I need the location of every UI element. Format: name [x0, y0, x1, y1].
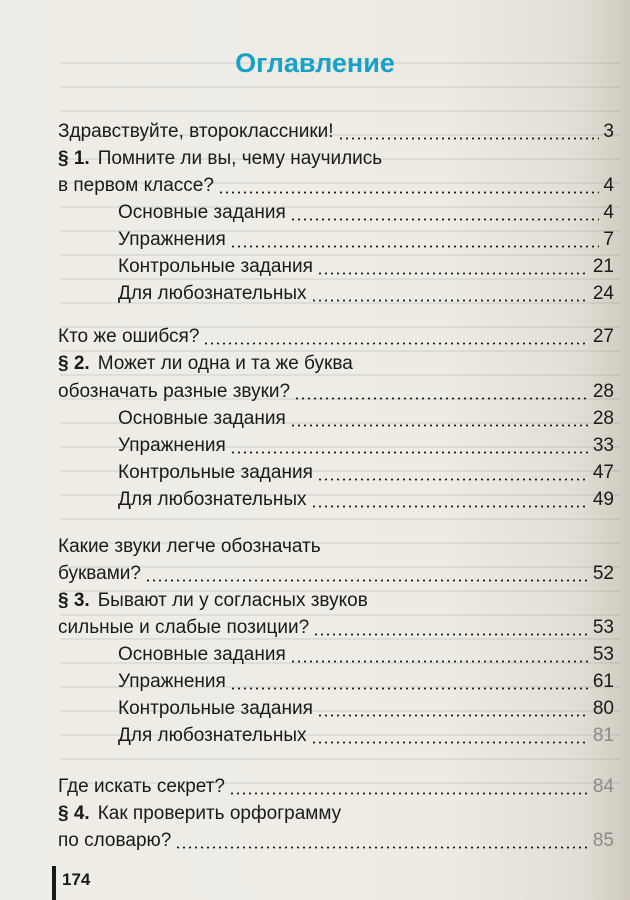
- section-title-cont: обозначать разные звуки?: [58, 381, 291, 402]
- section-number: § 4.: [58, 803, 90, 824]
- toc-entry-text: Здравствуйте, второклассники!: [58, 121, 334, 142]
- dot-leader: [203, 342, 588, 345]
- toc-page-number: 21: [592, 256, 614, 277]
- section-number: § 1.: [58, 148, 90, 169]
- dot-leader: [145, 579, 589, 582]
- toc-page-number: 4: [603, 175, 614, 196]
- section-title-cont: сильные и слабые позиции?: [58, 617, 310, 638]
- toc-subentry: [118, 724, 614, 748]
- toc-subentry: [118, 201, 614, 225]
- toc-subentry: [118, 697, 614, 721]
- toc-entry-text: Кто же ошибся?: [58, 326, 200, 347]
- toc-page-number: 4: [603, 202, 614, 223]
- toc-page-number: 53: [592, 644, 614, 665]
- toc-page-number: 7: [603, 229, 614, 250]
- section-title: Помните ли вы, чему научились: [97, 148, 383, 169]
- section-title: Может ли одна и та же буква: [97, 353, 353, 374]
- toc-page-number: 24: [592, 283, 614, 304]
- dot-leader: [317, 714, 589, 717]
- subentry-text: Основные задания: [118, 408, 286, 429]
- section-title-cont: по словарю?: [58, 830, 172, 851]
- toc-page-number: 53: [592, 617, 614, 638]
- toc-page-number: 85: [592, 830, 614, 851]
- footer-rule: [52, 866, 56, 900]
- subentry-text: Для любознательных: [118, 283, 307, 304]
- toc-page-number: 84: [592, 776, 614, 797]
- toc-entry-intro-3-line1: [58, 535, 614, 559]
- toc-page-number: 28: [592, 408, 614, 429]
- dot-leader: [311, 741, 589, 744]
- toc-section-3-line2: [58, 616, 614, 640]
- toc-section-3-line1: [58, 589, 614, 613]
- toc-entry-intro-1: [58, 120, 614, 144]
- toc-entry-intro-3-line2: [58, 562, 614, 586]
- section-title: Как проверить орфограмму: [97, 803, 342, 824]
- toc-subentry: [118, 407, 614, 431]
- subentry-text: Упражнения: [118, 435, 226, 456]
- dot-leader: [230, 245, 600, 248]
- dot-leader: [290, 218, 600, 221]
- toc-entry-text: Где искать секрет?: [58, 776, 225, 797]
- page-title: Оглавление: [235, 48, 395, 78]
- toc-subentry: [118, 488, 614, 512]
- toc-subentry: [118, 255, 614, 279]
- toc-section-2-line2: [58, 380, 614, 404]
- subentry-text: Контрольные задания: [118, 698, 313, 719]
- dot-leader: [311, 505, 589, 508]
- toc-subentry: [118, 434, 614, 458]
- subentry-text: Основные задания: [118, 644, 286, 665]
- toc-section-1-line1: [58, 147, 614, 171]
- section-title: Бывают ли у согласных звуков: [97, 590, 368, 611]
- section-number: § 2.: [58, 353, 90, 374]
- dot-leader: [230, 687, 589, 690]
- toc-page-number: 52: [592, 563, 614, 584]
- dot-leader: [230, 451, 589, 454]
- toc-page-number: 27: [592, 326, 614, 347]
- toc-entry-text-cont: буквами?: [58, 563, 141, 584]
- dot-leader: [313, 633, 589, 636]
- footer-page-number: 174: [62, 870, 91, 889]
- toc-subentry: [118, 670, 614, 694]
- section-number: § 3.: [58, 590, 90, 611]
- toc-subentry: [118, 282, 614, 306]
- toc-page-number: 61: [592, 671, 614, 692]
- toc-section-1-line2: [58, 174, 614, 198]
- toc-page-number: 33: [592, 435, 614, 456]
- toc-entry-intro-4: [58, 775, 614, 799]
- toc-subentry: [118, 461, 614, 485]
- subentry-text: Упражнения: [118, 671, 226, 692]
- dot-leader: [218, 191, 600, 194]
- subentry-text: Упражнения: [118, 229, 226, 250]
- toc-section-4-line1: [58, 802, 614, 826]
- toc-subentry: [118, 643, 614, 667]
- section-title-cont: в первом классе?: [58, 175, 214, 196]
- subentry-text: Основные задания: [118, 202, 286, 223]
- toc-section-4-line2: [58, 829, 614, 853]
- dot-leader: [290, 660, 589, 663]
- toc-page-number: 28: [592, 381, 614, 402]
- toc-subentry: [118, 228, 614, 252]
- toc-section-2-line1: [58, 352, 614, 376]
- toc-page-number: 49: [592, 489, 614, 510]
- subentry-text: Контрольные задания: [118, 256, 313, 277]
- dot-leader: [294, 397, 589, 400]
- dot-leader: [229, 792, 589, 795]
- dot-leader: [290, 424, 589, 427]
- dot-leader: [311, 299, 589, 302]
- toc-page-number: 3: [603, 121, 614, 142]
- dot-leader: [175, 846, 589, 849]
- dot-leader: [317, 478, 589, 481]
- toc-page-number: 47: [592, 462, 614, 483]
- subentry-text: Для любознательных: [118, 489, 307, 510]
- dot-leader: [317, 272, 589, 275]
- toc-page-number: 80: [592, 698, 614, 719]
- subentry-text: Контрольные задания: [118, 462, 313, 483]
- toc-entry-intro-2: [58, 325, 614, 349]
- dot-leader: [338, 137, 600, 140]
- toc-entry-text: Какие звуки легче обозначать: [58, 536, 321, 557]
- subentry-text: Для любознательных: [118, 725, 307, 746]
- toc-page-number: 81: [592, 725, 614, 746]
